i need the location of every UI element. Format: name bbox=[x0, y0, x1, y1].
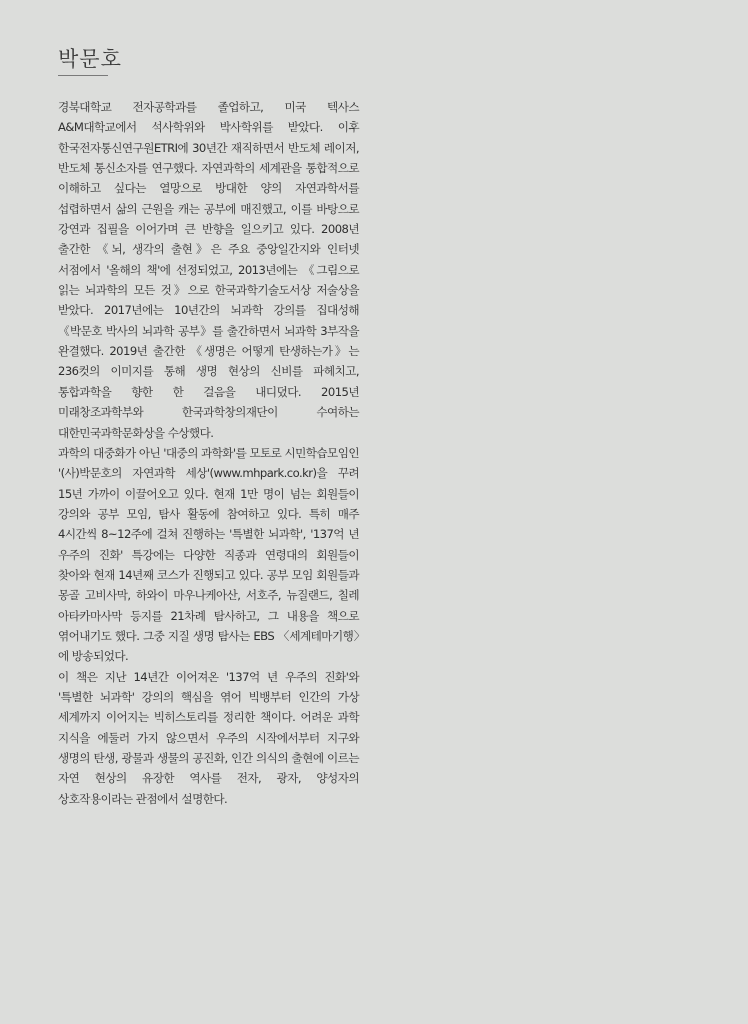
bio-paragraph-book: 이 책은 지난 14년간 이어져온 '137억 년 우주의 진화'와 '특별한 뇌과학' 강의의 핵심을 엮어 빅뱅부터 인간의 가상 세계까지 이어지는 빅히스토리를 정리한 책이다. 어려운 과학 지식을 에둘러 가지 않으면서 우주의 시작에서부터 지구와 생명의 탄생, 광물과 생물의 공진화, 인간 의식의 출현에 이르는 자연 현상의 유장한 역사를 전자, 광자, 양성자의 상호작용이라는 관점에서 설명한다. bbox=[58, 669, 359, 806]
bio-paragraph-career: 경북대학교 전자공학과를 졸업하고, 미국 텍사스 A&M대학교에서 석사학위와 박사학위를 받았다. 이후 한국전자통신연구원ETRI에 30년간 재직하면서 반도체 레이저, 반도체 통신소자를 연구했다. 자연과학의 세계관을 통합적으로 이해하고 싶다는 열망으로 방대한 양의 자연과학서를 섭렵하면서 삶의 근원을 캐는 공부에 매진했고, 이를 바탕으로 강연과 집필을 이어가며 큰 반향을 일으키고 있다. 2008년 출간한 《뇌, 생각의 출현》은 주요 중앙일간지와 인터넷 서점에서 '올해의 책'에 선정되었고, 2013년에는 《그림으로 읽는 뇌과학의 모든 것》으로 한국과학기술도서상 저술상을 받았다. 2017년에는 10년간의 뇌과학 강의를 집대성해 《박문호 박사의 뇌과학 공부》를 출간하면서 뇌과학 3부작을 완결했다. 2019년 출간한 《생명은 어떻게 탄생하는가》는 236컷의 이미지를 통해 생명 현상의 신비를 파헤치고, 통합과학을 향한 한 걸음을 내디뎠다. 2015년 미래창조과학부와 한국과학창의재단이 수여하는 대한민국과학문화상을 수상했다. bbox=[58, 100, 359, 440]
name-underline bbox=[58, 75, 108, 76]
author-name: 박문호 bbox=[58, 47, 122, 71]
bio-paragraph-community: 과학의 대중화가 아닌 '대중의 과학화'를 모토로 시민학습모임인 '(사)박문호의 자연과학 세상'(www.mhpark.co.kr)을 꾸려 15년 가까이 이끌어오고 있다. 현재 1만 명이 넘는 회원들이 강의와 공부 모임, 탐사 활동에 참여하고 있다. 특히 매주 4시간씩 8~12주에 걸쳐 진행하는 '특별한 뇌과학', '137억 년 우주의 진화' 특강에는 다양한 직종과 연령대의 회원들이 찾아와 현재 14년째 코스가 진행되고 있다. 공부 모임 회원들과 몽골 고비사막, 하와이 마우나케아산, 서호주, 뉴질랜드, 칠레 아타카마사막 등지를 21차례 탐사하고, 그 내용을 책으로 엮어내기도 했다. 그중 지질 생명 탐사는 EBS 〈세계테마기행〉에 방송되었다. bbox=[58, 445, 359, 664]
author-biography bbox=[58, 97, 359, 809]
